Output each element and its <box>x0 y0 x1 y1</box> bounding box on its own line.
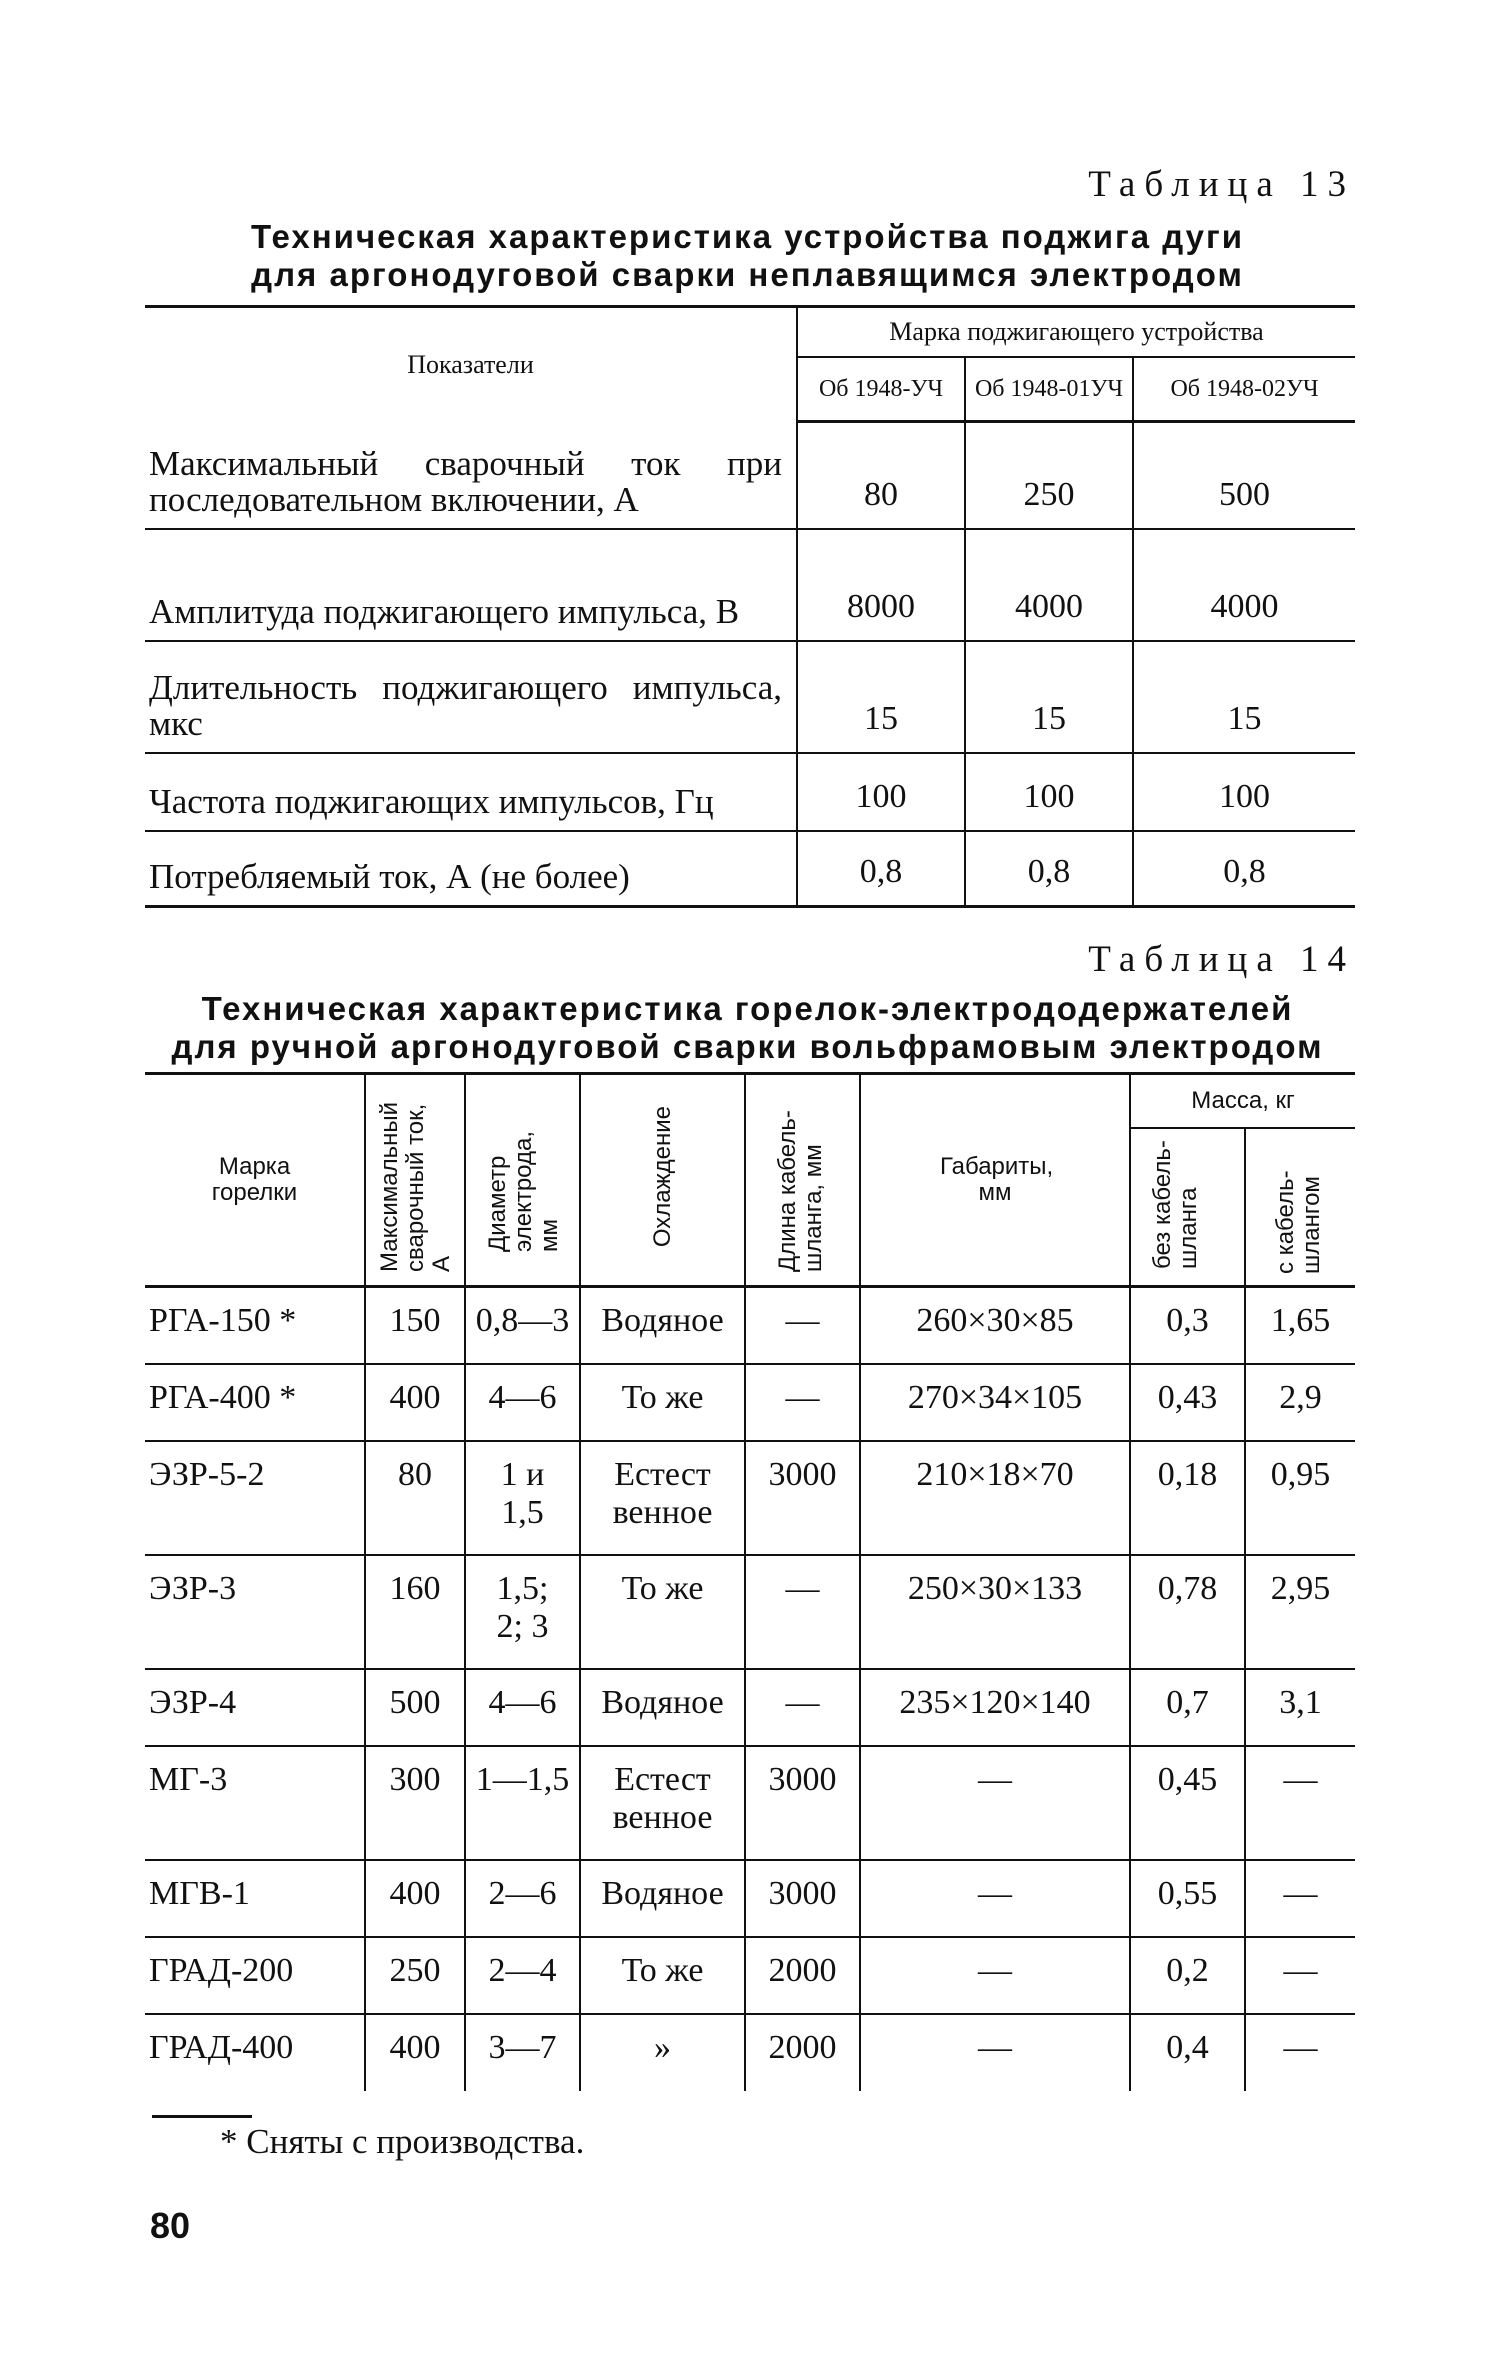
table-13-label: Таблица 13 <box>1088 164 1355 205</box>
header-mass-with-hose: с кабель-шлангом <box>1245 1128 1355 1286</box>
cell-dimensions: — <box>860 2014 1130 2091</box>
cell-mass-with: — <box>1245 1860 1355 1937</box>
row-value: 0,8 <box>1133 831 1355 907</box>
cell-mass-without: 0,55 <box>1130 1860 1245 1937</box>
header-indicators: Показатели <box>145 307 797 422</box>
row-indicator: Амплитуда поджигающего импульса, В <box>149 591 740 631</box>
row-value: 15 <box>1133 641 1355 753</box>
row-value: 100 <box>965 753 1133 831</box>
table-row <box>145 1669 1355 1746</box>
cell-diameter: 4—6 <box>465 1364 580 1441</box>
cell-current: 160 <box>365 1555 465 1669</box>
cell-hose-length: — <box>745 1555 860 1669</box>
row-value: 8000 <box>797 529 965 641</box>
cell-brand: МГ-3 <box>149 1760 228 1798</box>
table-row <box>145 1746 1355 1860</box>
cell-cooling: То же <box>580 1555 745 1669</box>
cell-mass-with: 1,65 <box>1245 1287 1355 1364</box>
cell-mass-without: 0,3 <box>1130 1287 1245 1364</box>
cell-hose-length: 3000 <box>745 1746 860 1860</box>
header-brand-3: Об 1948-02УЧ <box>1133 357 1355 422</box>
cell-hose-length: 3000 <box>745 1860 860 1937</box>
cell-mass-with: — <box>1245 1937 1355 2014</box>
cell-current: 150 <box>365 1287 465 1364</box>
page-number: 80 <box>150 2205 191 2246</box>
cell-mass-without: 0,18 <box>1130 1441 1245 1555</box>
row-indicator: Частота поджигающих импульсов, Гц <box>149 781 714 821</box>
header-brand-group: Марка поджигающего устройства <box>797 307 1355 358</box>
cell-hose-length: — <box>745 1669 860 1746</box>
cell-diameter: 2—6 <box>465 1860 580 1937</box>
table-14 <box>145 1072 1355 2091</box>
cell-brand: ГРАД-400 <box>149 2028 294 2066</box>
cell-hose-length: — <box>745 1364 860 1441</box>
header-brand-1: Об 1948-УЧ <box>797 357 965 422</box>
cell-diameter: 0,8—3 <box>465 1287 580 1364</box>
table-14-title-line1: Техническая характеристика горелок-электрододержателей <box>201 990 1294 1027</box>
cell-mass-with: 2,95 <box>1245 1555 1355 1669</box>
cell-mass-without: 0,7 <box>1130 1669 1245 1746</box>
cell-dimensions: — <box>860 1937 1130 2014</box>
row-indicator: Потребляемый ток, А (не более) <box>149 857 630 896</box>
table-row <box>145 1937 1355 2014</box>
table-row <box>145 1441 1355 1555</box>
table-row <box>145 1555 1355 1669</box>
cell-brand: ЭЗР-4 <box>149 1683 237 1721</box>
table-row <box>145 641 1355 753</box>
table-14-label: Таблица 14 <box>1088 939 1355 980</box>
cell-diameter: 4—6 <box>465 1669 580 1746</box>
row-value: 100 <box>1133 753 1355 831</box>
table-row <box>145 422 1355 529</box>
cell-cooling: То же <box>580 1937 745 2014</box>
header-max-current: Максимальный сварочный ток, А <box>365 1074 465 1287</box>
row-value: 0,8 <box>965 831 1133 907</box>
table-row <box>145 753 1355 831</box>
cell-cooling: То же <box>580 1364 745 1441</box>
row-indicator: Максимальный сварочный ток при последовательном включении, А <box>149 443 782 519</box>
table-13-title-line1: Техническая характеристика устройства поджига дуги <box>250 218 1245 255</box>
header-mass-group: Масса, кг <box>1130 1074 1355 1129</box>
cell-cooling: Естественное <box>580 1746 745 1860</box>
cell-mass-with: 3,1 <box>1245 1669 1355 1746</box>
cell-current: 500 <box>365 1669 465 1746</box>
cell-diameter: 1,5; 2; 3 <box>465 1555 580 1669</box>
row-value: 4000 <box>1133 529 1355 641</box>
cell-cooling: Водяное <box>580 1287 745 1364</box>
cell-hose-length: 2000 <box>745 1937 860 2014</box>
row-value: 250 <box>965 422 1133 529</box>
cell-current: 80 <box>365 1441 465 1555</box>
header-brand-2: Об 1948-01УЧ <box>965 357 1133 422</box>
cell-cooling: Водяное <box>580 1860 745 1937</box>
cell-brand: РГА-150 * <box>149 1302 297 1339</box>
cell-mass-without: 0,2 <box>1130 1937 1245 2014</box>
table-row <box>145 2014 1355 2091</box>
cell-hose-length: — <box>745 1287 860 1364</box>
header-electrode-diameter: Диаметр электрода, мм <box>465 1074 580 1287</box>
cell-brand: ГРАД-200 <box>149 1951 294 1989</box>
cell-hose-length: 3000 <box>745 1441 860 1555</box>
cell-brand: ЭЗР-3 <box>149 1569 237 1607</box>
row-value: 0,8 <box>797 831 965 907</box>
cell-mass-without: 0,78 <box>1130 1555 1245 1669</box>
table-14-title <box>140 990 1355 1066</box>
cell-current: 400 <box>365 1860 465 1937</box>
cell-dimensions: — <box>860 1746 1130 1860</box>
cell-cooling: Естественное <box>580 1441 745 1555</box>
cell-cooling: » <box>580 2014 745 2091</box>
cell-diameter: 1 и 1,5 <box>465 1441 580 1555</box>
cell-dimensions: 260×30×85 <box>860 1287 1130 1364</box>
cell-diameter: 1—1,5 <box>465 1746 580 1860</box>
table-row <box>145 1287 1355 1364</box>
cell-current: 250 <box>365 1937 465 2014</box>
cell-current: 400 <box>365 1364 465 1441</box>
table-row <box>145 1860 1355 1937</box>
cell-mass-without: 0,43 <box>1130 1364 1245 1441</box>
cell-mass-with: — <box>1245 2014 1355 2091</box>
cell-mass-with: — <box>1245 1746 1355 1860</box>
cell-cooling: Водяное <box>580 1669 745 1746</box>
table-row <box>145 1364 1355 1441</box>
header-cooling: Охлаждение <box>580 1074 745 1287</box>
cell-mass-with: 2,9 <box>1245 1364 1355 1441</box>
cell-mass-without: 0,4 <box>1130 2014 1245 2091</box>
cell-brand: МГВ-1 <box>149 1874 250 1912</box>
row-value: 4000 <box>965 529 1133 641</box>
cell-mass-with: 0,95 <box>1245 1441 1355 1555</box>
table-13-title-line2: для аргонодуговой сварки неплавящимся электродом <box>251 256 1244 293</box>
footnote: * Сняты с производства. <box>220 2122 585 2161</box>
cell-dimensions: 270×34×105 <box>860 1364 1130 1441</box>
cell-diameter: 3—7 <box>465 2014 580 2091</box>
row-value: 500 <box>1133 422 1355 529</box>
table-14-title-line2: для ручной аргонодуговой сварки вольфрамовым электродом <box>171 1028 1324 1065</box>
cell-dimensions: — <box>860 1860 1130 1937</box>
header-dimensions: Габариты, мм <box>860 1074 1130 1287</box>
cell-brand: РГА-400 * <box>149 1378 297 1416</box>
row-value: 100 <box>797 753 965 831</box>
cell-hose-length: 2000 <box>745 2014 860 2091</box>
header-brand: Марка горелки <box>145 1074 365 1287</box>
cell-dimensions: 210×18×70 <box>860 1441 1130 1555</box>
row-indicator: Длительность поджигающего импульса, мкс <box>149 667 782 743</box>
row-value: 15 <box>965 641 1133 753</box>
cell-dimensions: 250×30×133 <box>860 1555 1130 1669</box>
header-mass-without-hose: без кабель-шланга <box>1130 1128 1245 1286</box>
cell-diameter: 2—4 <box>465 1937 580 2014</box>
cell-brand: ЭЗР-5-2 <box>149 1455 265 1493</box>
table-row <box>145 529 1355 641</box>
row-value: 15 <box>797 641 965 753</box>
footnote-divider <box>152 2115 252 2118</box>
table-row <box>145 831 1355 907</box>
cell-current: 300 <box>365 1746 465 1860</box>
cell-current: 400 <box>365 2014 465 2091</box>
table-13 <box>145 305 1355 908</box>
row-value: 80 <box>797 422 965 529</box>
cell-mass-without: 0,45 <box>1130 1746 1245 1860</box>
table-13-title <box>140 218 1355 294</box>
header-hose-length: Длина кабель-шланга, мм <box>745 1074 860 1287</box>
cell-dimensions: 235×120×140 <box>860 1669 1130 1746</box>
